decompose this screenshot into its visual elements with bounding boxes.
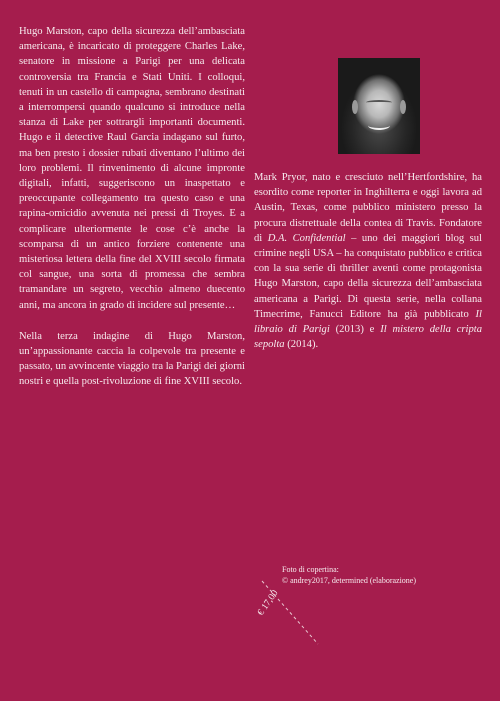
author-bio-column (254, 170, 482, 352)
author-bio-text: (2013) e (329, 324, 381, 336)
author-bio-text: – uno dei maggiori blog sul crimine negli USA – ha conquistato pubblico e critica con la sua serie di thriller aventi come protagonista Hugo Marston, capo della sicurezza dell’ambasciata americana a Parigi. Di questa serie, nella collana Timecrime, Fanucci Editore ha già pubblicato (254, 232, 483, 320)
photo-detail (368, 121, 390, 130)
author-bio (254, 170, 482, 352)
author-bio-blog-title: D.A. Confidential (267, 232, 346, 244)
author-bio-book-title: Il mistero della cripta sepolta (254, 324, 482, 351)
photo-credit-source: © andrey2017, determined (elaborazione) (282, 575, 417, 585)
author-photo (338, 58, 420, 154)
author-bio-book-title: Il libraio di Parigi (254, 308, 482, 336)
photo-credit-label: Foto di copertina: (282, 565, 339, 574)
author-bio-text: Mark Pryor, nato e cresciuto nell’Hertfordshire, ha esordito come reporter in Inghilterra e oggi lavora ad Austin, Texas, come pubblico ministero presso la procura distrettuale della contea di Travis. Fondatore di (254, 172, 482, 244)
price-label: € 17,00 (256, 588, 281, 618)
synopsis-paragraph-2: Nella terza indagine di Hugo Marston, un’appassionante caccia la colpevole tra presente e passato, un avvincente viaggio tra la Parigi dei giorni nostri e quella post-rivoluzione di fine XVIII secolo. (19, 330, 245, 388)
photo-detail (366, 100, 392, 105)
photo-detail (400, 100, 406, 114)
synopsis-column (19, 24, 245, 406)
author-bio-text: (2014). (284, 339, 319, 351)
photo-detail (352, 100, 358, 114)
synopsis-paragraph-1: Hugo Marston, capo della sicurezza dell’ambasciata americana, è incaricato di proteggere Charles Lake, senatore in missione a Parigi per una delicata controversia tra Francia e Stati Uniti. I colloqui, tenuti in un castello di campagna, sembrano destinati a interrompersi quando qualcuno si introduce nella stanza di Lake per sottrargli importanti documenti. Hugo e il detective Raul Garcia indagano sul furto, ma ben presto i dossier rubati diventano l’ultimo dei loro problemi. Il rinvenimento di alcune impronte digitali, infatti, suggeriscono un inaspettato e preoccupante collegamento tra questo caso e una rapina-omicidio avvenuta nei pressi di Troyes. E a complicare ulteriormente le cose c’è anche la scomparsa di un antico forziere contenente una misteriosa lettera della fine del XVIII secolo firmata col sangue, una sorta di promessa che sembra tramandare un segreto, vecchio almeno duecento anni, ma ancora in grado di incidere sul presente… (19, 26, 245, 311)
